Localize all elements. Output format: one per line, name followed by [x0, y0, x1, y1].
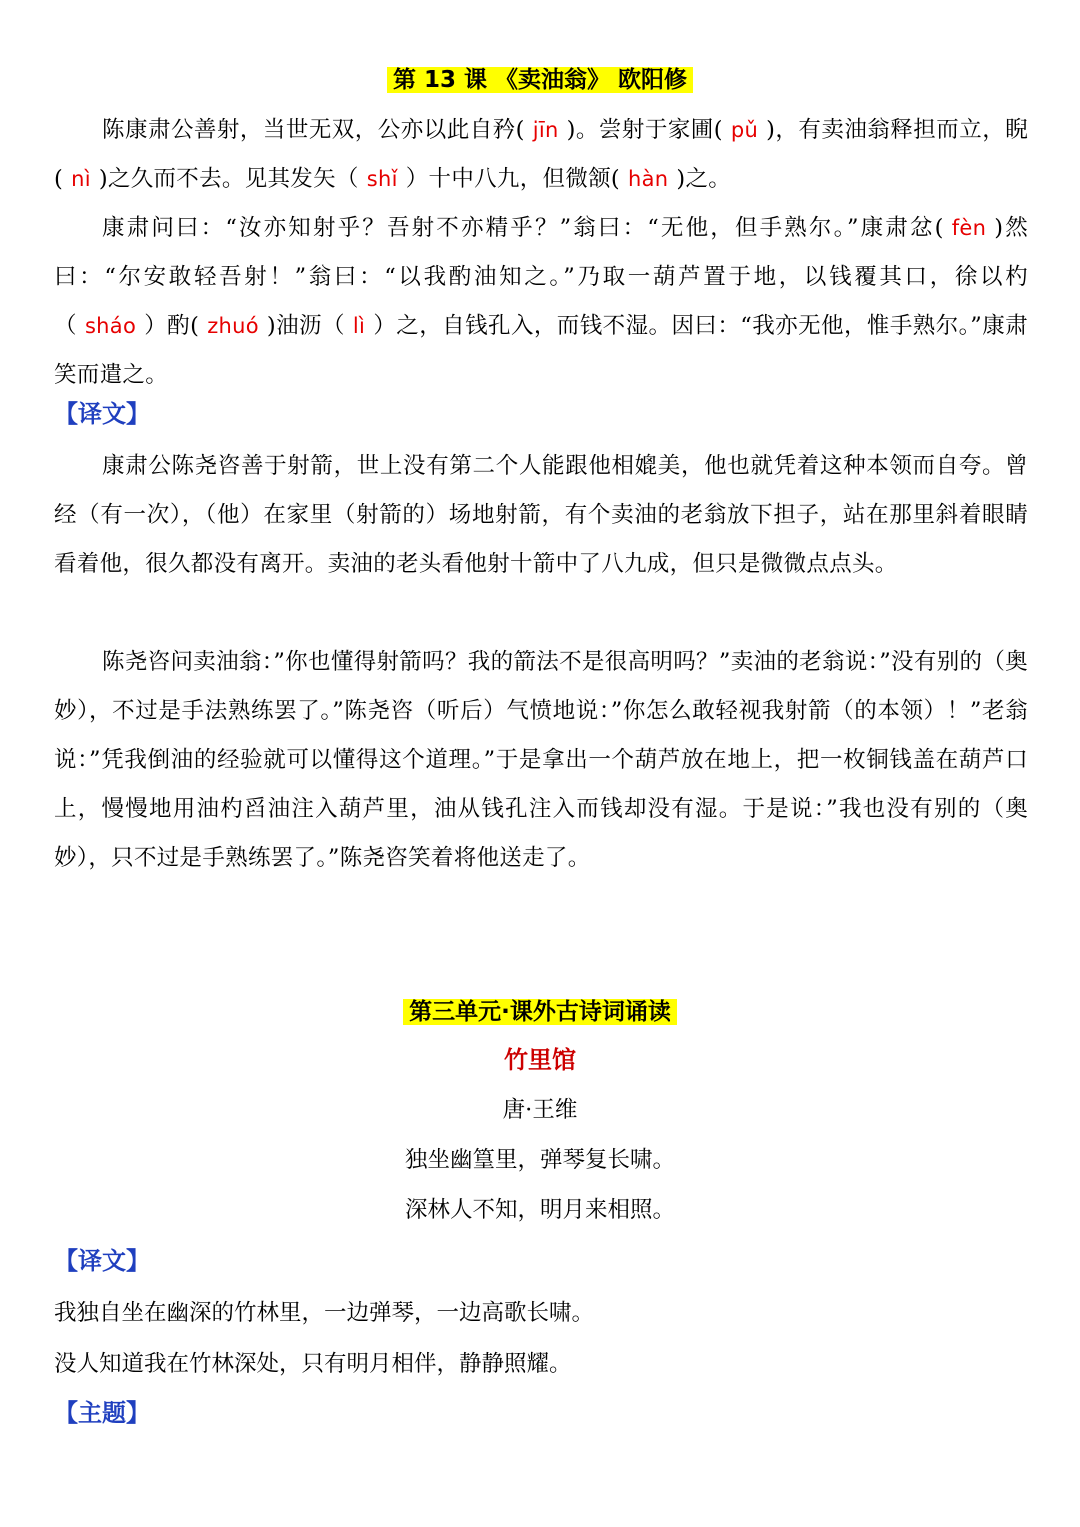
text-run: )。尝射于家圃( — [566, 117, 723, 143]
lesson-title-row — [0, 64, 1080, 96]
pinyin-annotation: nì — [71, 167, 91, 191]
poem-translation-line-2: 没人知道我在竹林深处，只有明月相伴，静静照耀。 — [54, 1351, 572, 1377]
theme-label: 【主题】 — [54, 1399, 150, 1427]
poem-line-1: 独坐幽篁里，弹琴复长啸。 — [404, 1147, 675, 1173]
pinyin-annotation: shǐ — [366, 167, 398, 191]
poem-author: 唐·王维 — [502, 1097, 578, 1123]
text-run: 陈康肃公善射，当世无双，公亦以此自矜( — [102, 117, 525, 143]
text-run: )之。 — [676, 166, 732, 192]
translation-label: 【译文】 — [54, 400, 150, 428]
text-run: )油沥（ — [266, 313, 345, 339]
text-run: )，有卖油翁释担而立，睨( — [54, 117, 1028, 192]
translation-paragraph-2: 陈尧咨问卖油翁：”你也懂得射箭吗？我的箭法不是很高明吗？”卖油的老翁说：”没有别的（奥妙），不过是手法熟练罢了。”陈尧咨（听后）气愤地说：”你怎么敢轻视我射箭（的本领）！”老翁说：”凭我倒油的经验就可以懂得这个道理。”于是拿出一个葫芦放在地上，把一枚铜钱盖在葫芦口上，慢慢地用油杓舀油注入葫芦里，油从钱孔注入而钱却没有湿。于是说：”我也没有别的（奥妙），只不过是手熟练罢了。”陈尧咨笑着将他送走了。 — [54, 649, 1028, 871]
text-run: ）之，自钱孔入，而钱不湿。因曰：“我亦无他，惟手熟尔。”康肃笑而遣之。 — [54, 313, 1028, 388]
pinyin-annotation: hàn — [628, 167, 669, 191]
pinyin-annotation: jīn — [532, 118, 559, 142]
poem-line-2: 深林人不知，明月来相照。 — [404, 1197, 675, 1223]
pinyin-annotation: fèn — [951, 216, 987, 240]
text-run: )然曰：“尔安敢轻吾射！”翁曰：“以我酌油知之。”乃取一葫芦置于地，以钱覆其口，徐以杓（ — [54, 215, 1028, 339]
unit-title: 第三单元·课外古诗词诵读 — [403, 999, 677, 1025]
pinyin-annotation: lì — [352, 314, 366, 338]
lesson-title: 第 13 课 《卖油翁》 欧阳修 — [387, 67, 693, 93]
poem-title: 竹里馆 — [504, 1046, 576, 1074]
pinyin-annotation: pǔ — [730, 118, 759, 142]
poem-translation-line-1: 我独自坐在幽深的竹林里，一边弹琴，一边高歌长啸。 — [54, 1300, 595, 1326]
poem-translation-label: 【译文】 — [54, 1247, 150, 1275]
text-run: ）十中八九，但微颔( — [405, 166, 620, 192]
pinyin-annotation: sháo — [84, 314, 137, 338]
original-paragraph-2 — [54, 204, 1028, 400]
pinyin-annotation: zhuó — [207, 314, 259, 338]
text-run: 康肃问曰：“汝亦知射乎？吾射不亦精乎？”翁曰：“无他，但手熟尔。”康肃忿( — [102, 215, 944, 241]
text-run: ）酌( — [144, 313, 200, 339]
text-run: )之久而不去。见其发矢（ — [98, 166, 359, 192]
translation-paragraph-1: 康肃公陈尧咨善于射箭，世上没有第二个人能跟他相媲美，他也就凭着这种本领而自夸。曾经（有一次），（他）在家里（射箭的）场地射箭，有个卖油的老翁放下担子，站在那里斜着眼睛看着他，很久都没有离开。卖油的老头看他射十箭中了八九成，但只是微微点点头。 — [54, 453, 1028, 577]
original-paragraph-1 — [54, 106, 1028, 204]
unit-title-row — [0, 996, 1080, 1028]
